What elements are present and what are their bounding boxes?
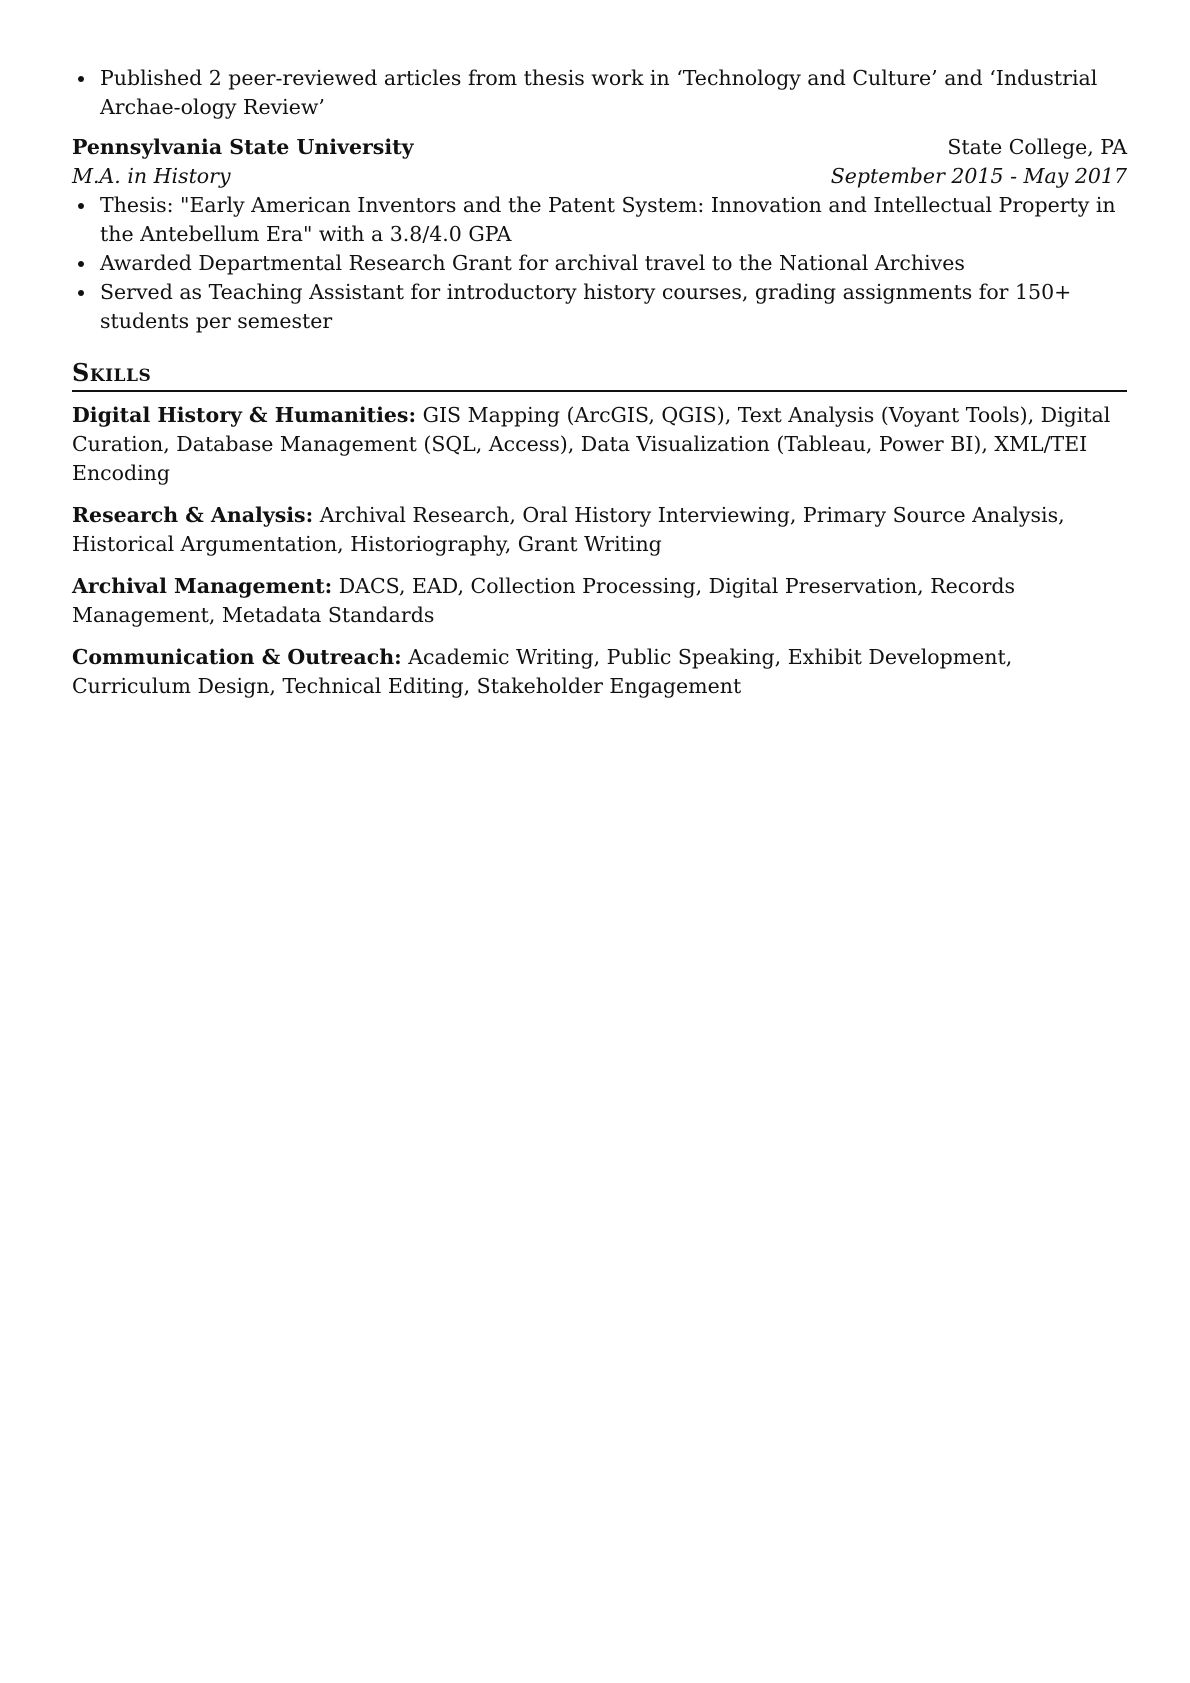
bullet-dot-icon [78, 203, 84, 209]
education-bullets [72, 191, 1127, 336]
skill-text: DACS, EAD, Collection Processing, Digital Preservation, Records Management, Metadata Standards [72, 574, 1016, 627]
bullet-text: Thesis: "Early American Inventors and the Patent System: Innovation and Intellectual Property in the Antebellum Era" with a 3.8/4.0 GPA [100, 193, 1116, 246]
skill-row [72, 643, 1127, 701]
degree-title: M.A. in History [72, 164, 231, 188]
bullet-dot-icon [78, 76, 84, 82]
skills-section-title: Skills [72, 358, 1127, 392]
skills-list [72, 401, 1127, 701]
bullet-text: Published 2 peer-reviewed articles from thesis work in ‘Technology and Culture’ and ‘Industrial Archae-ology Review’ [100, 66, 1098, 119]
skill-text: Archival Research, Oral History Interviewing, Primary Source Analysis, Historical Argumentation, Historiography, Grant Writing [72, 503, 1065, 556]
bullet-text: Served as Teaching Assistant for introductory history courses, grading assignments for 150+ students per semester [100, 280, 1072, 333]
skill-row [72, 501, 1127, 559]
skill-label: Digital History & Humanities: [72, 403, 417, 427]
bullet-item [72, 191, 1127, 249]
education-entry-header [72, 133, 1127, 162]
resume-page [72, 64, 1127, 701]
education-entry [72, 133, 1127, 336]
institution-location: State College, PA [947, 135, 1127, 159]
skill-label: Research & Analysis: [72, 503, 314, 527]
education-degree-row [72, 162, 1127, 191]
skill-text: Academic Writing, Public Speaking, Exhibit Development, Curriculum Design, Technical Editing, Stakeholder Engagement [72, 645, 1013, 698]
skill-label: Communication & Outreach: [72, 645, 402, 669]
bullet-dot-icon [78, 261, 84, 267]
bullet-item [72, 278, 1127, 336]
institution-name: Pennsylvania State University [72, 135, 414, 159]
prev-education-bullets [72, 64, 1127, 122]
bullet-text: Awarded Departmental Research Grant for archival travel to the National Archives [100, 251, 965, 275]
skill-row [72, 401, 1127, 488]
skill-row [72, 572, 1127, 630]
bullet-item [72, 249, 1127, 278]
bullet-item [72, 64, 1127, 122]
bullet-dot-icon [78, 290, 84, 296]
skill-text: GIS Mapping (ArcGIS, QGIS), Text Analysis (Voyant Tools), Digital Curation, Database Management (SQL, Access), Data Visualization (Tableau, Power BI), XML/TEI Encoding [72, 403, 1111, 485]
degree-dates: September 2015 - May 2017 [830, 164, 1127, 188]
skill-label: Archival Management: [72, 574, 333, 598]
